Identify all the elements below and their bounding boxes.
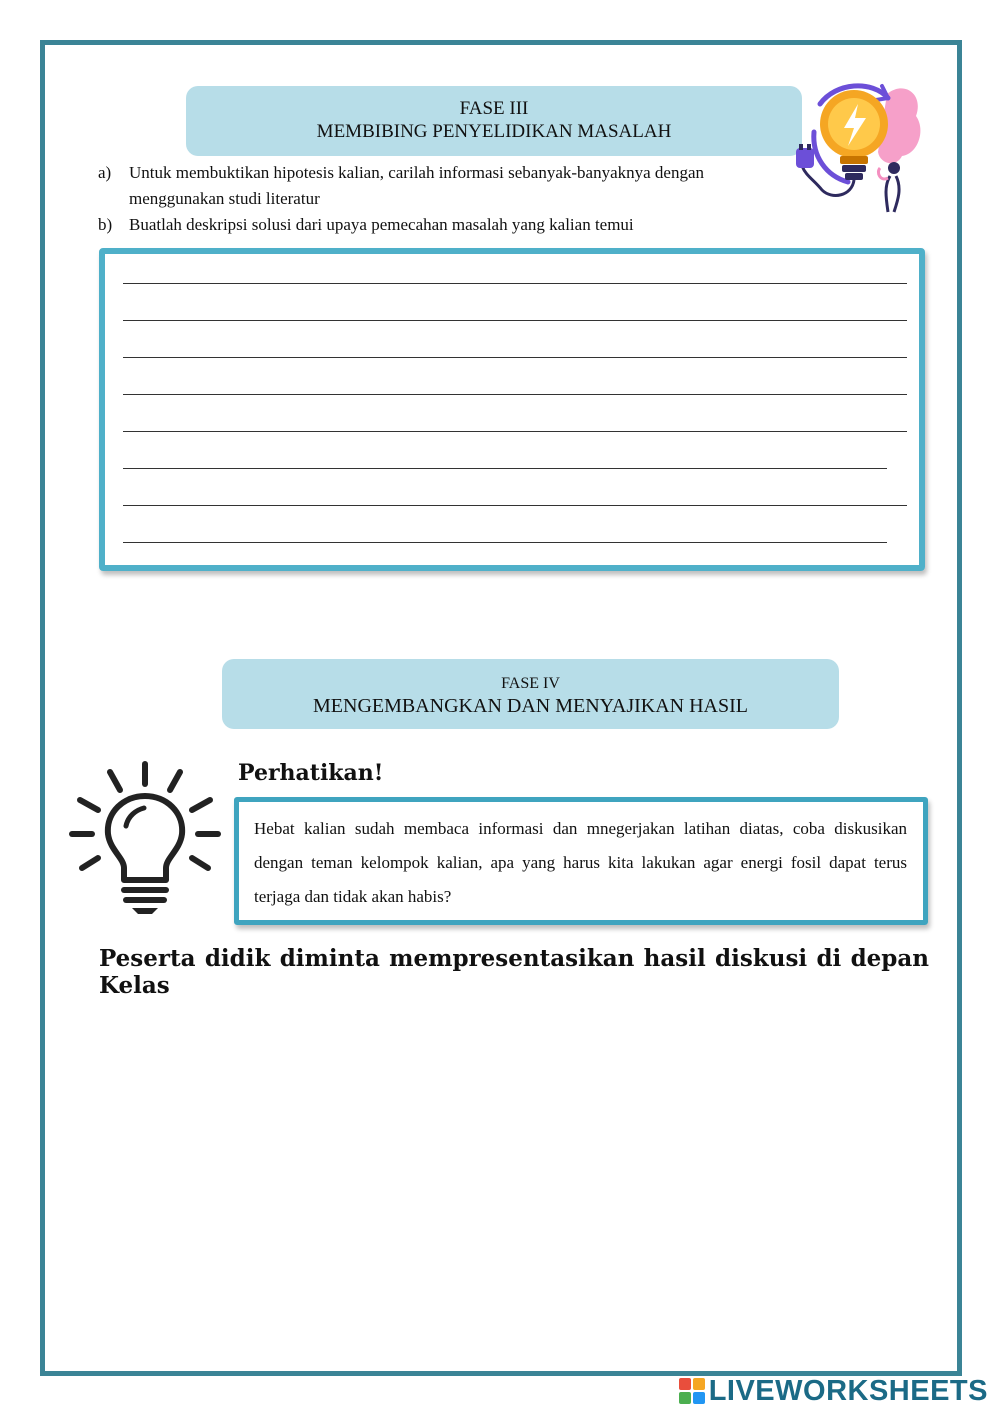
answer-line[interactable] (123, 394, 907, 395)
notice-body: Hebat kalian sudah membaca informasi dan mnegerjakan latihan diatas, coba diskusikan dengan teman kelompok kalian, apa yang harus kita lakukan agar energi fosil dapat terus terjaga dan tidak akan habis? (254, 819, 907, 906)
list-marker: a) (98, 163, 112, 182)
instruction-text: Untuk membuktikan hipotesis kalian, carilah informasi sebanyak-banyaknya dengan menggunakan studi literatur (129, 163, 705, 208)
answer-box[interactable] (99, 248, 925, 571)
liveworksheets-logo-icon (679, 1378, 705, 1404)
fase-3-title: FASE III (459, 98, 529, 119)
answer-line[interactable] (123, 468, 887, 469)
notice-box (234, 797, 928, 925)
instruction-list (98, 160, 778, 238)
notice-heading: Perhatikan! (238, 760, 384, 786)
fase-4-title: FASE IV (501, 675, 560, 692)
fase-4-banner (222, 659, 839, 729)
list-item (98, 212, 778, 238)
answer-line[interactable] (123, 283, 907, 284)
lightbulb-energy-icon (792, 72, 928, 218)
list-item (98, 160, 778, 212)
answer-line[interactable] (123, 505, 907, 506)
fase-4-subtitle: MENGEMBANGKAN DAN MENYAJIKAN HASIL (313, 695, 748, 717)
answer-line[interactable] (123, 357, 907, 358)
answer-line[interactable] (123, 431, 907, 432)
answer-line[interactable] (123, 542, 887, 543)
fase-3-banner (186, 86, 802, 156)
brand-footer (679, 1374, 988, 1408)
brand-name[interactable]: LIVEWORKSHEETS (708, 1374, 988, 1407)
fase-3-subtitle: MEMBIBING PENYELIDIKAN MASALAH (316, 121, 672, 142)
closing-statement: Peserta didik diminta mempresentasikan hasil diskusi di depan Kelas (99, 945, 929, 999)
instruction-text: Buatlah deskripsi solusi dari upaya pemecahan masalah yang kalian temui (129, 215, 634, 234)
lightbulb-icon (66, 758, 224, 918)
list-marker: b) (98, 215, 113, 234)
answer-line[interactable] (123, 320, 907, 321)
